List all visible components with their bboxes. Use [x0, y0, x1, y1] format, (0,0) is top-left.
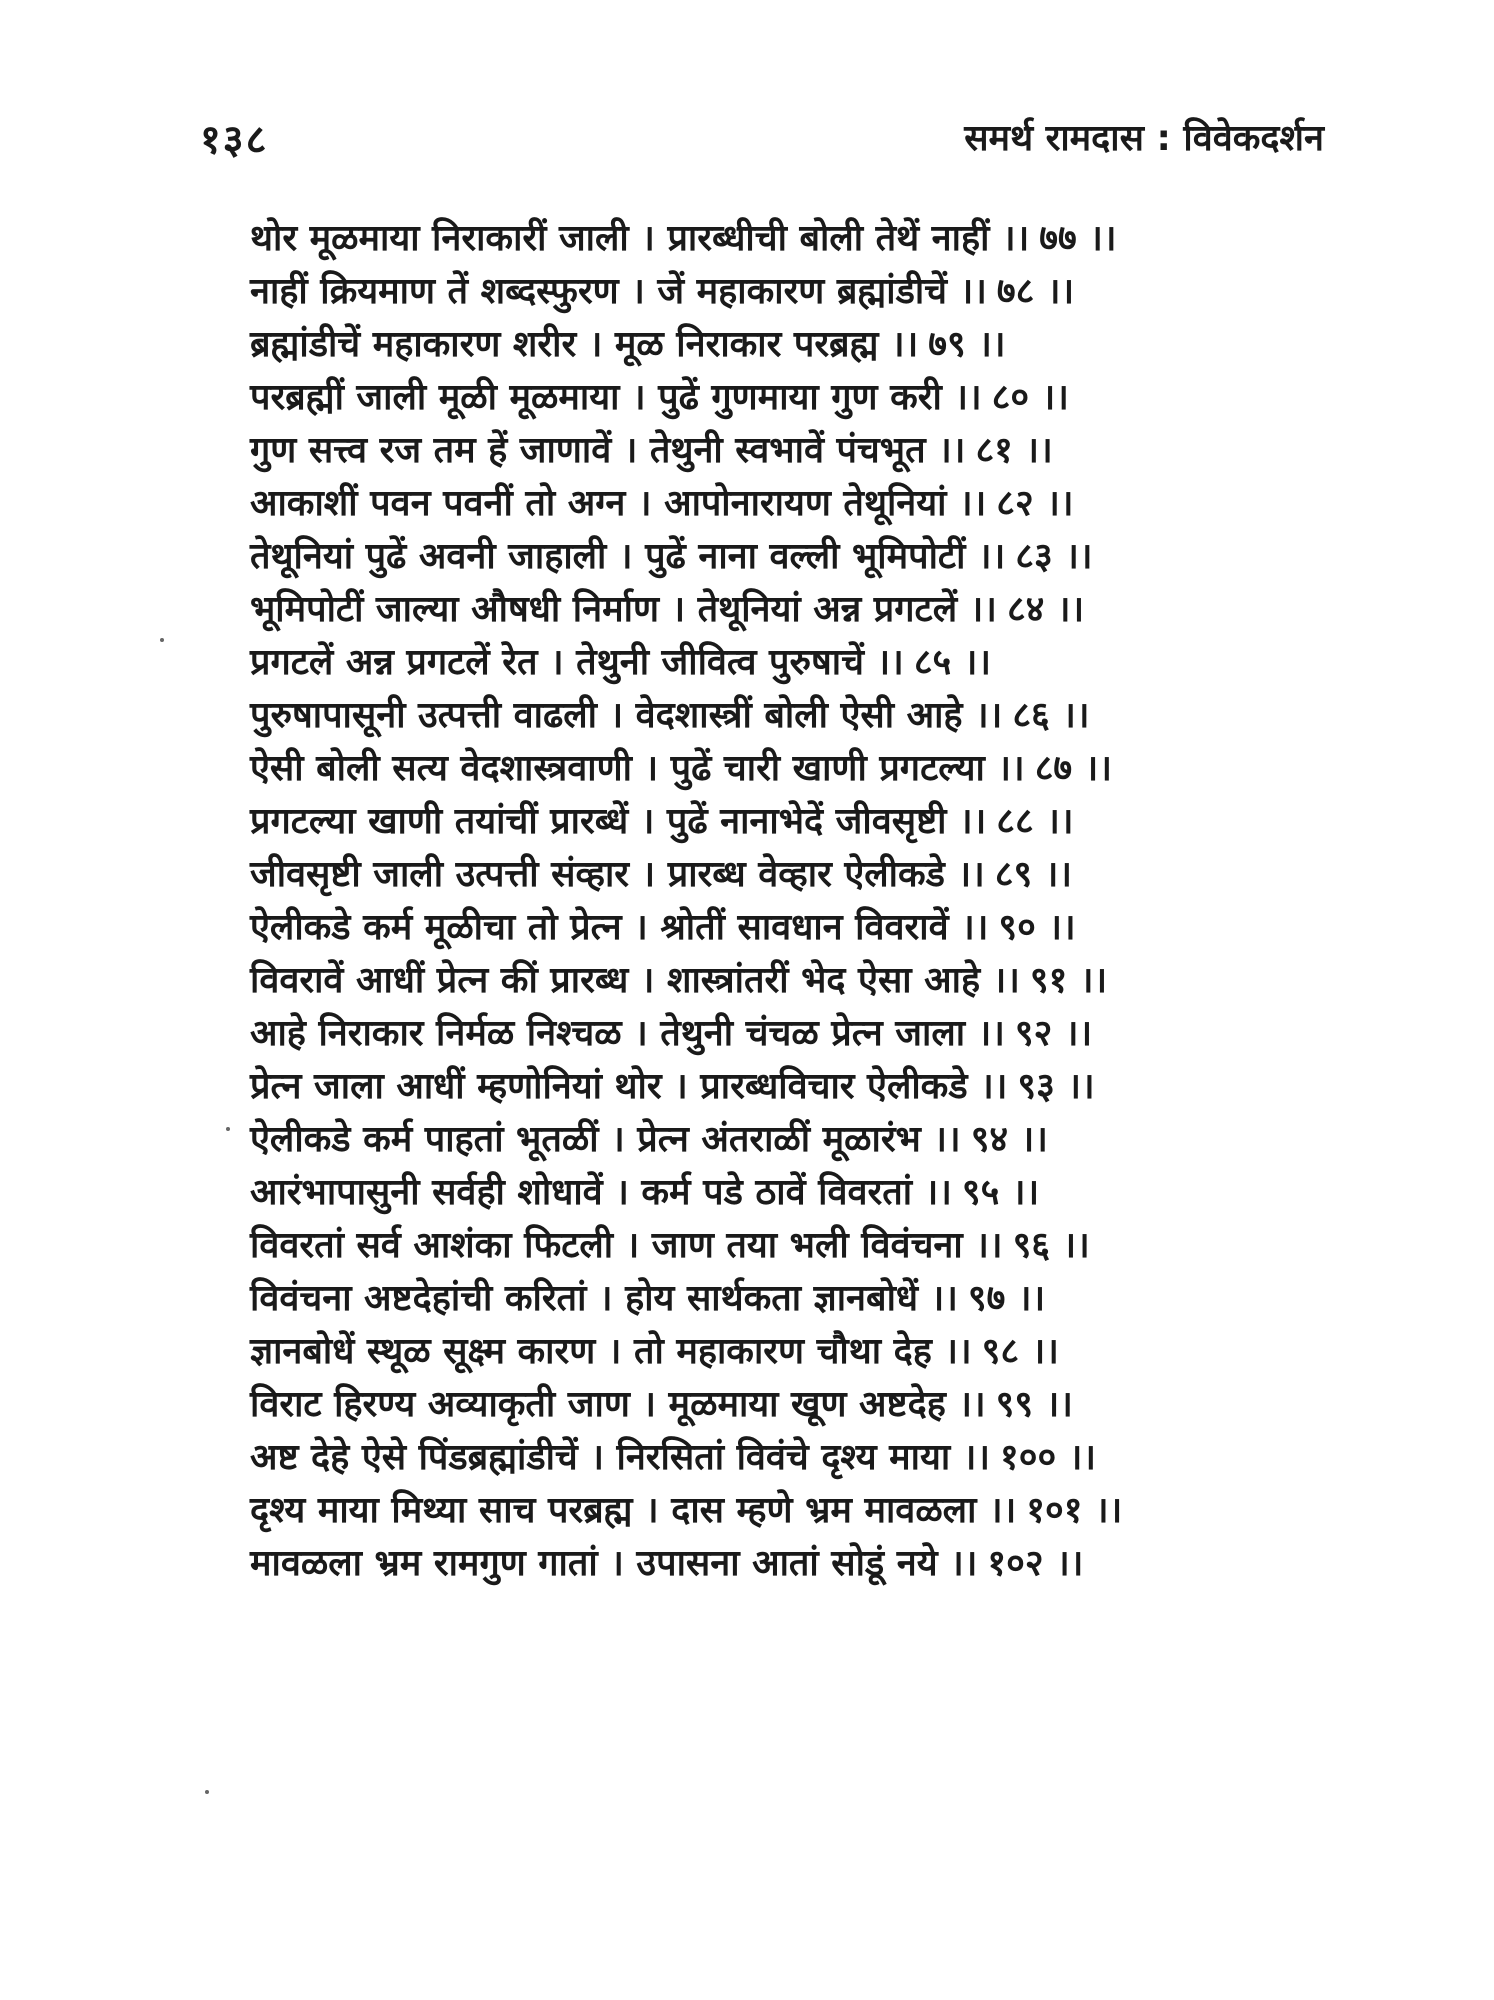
verse-text: जीवसृष्टी जाली उत्पत्ती संव्हार । प्रारब्ध वेव्हार ऐलीकडे ।। — [250, 854, 985, 895]
verse-line — [250, 318, 1360, 371]
verse-number: ७८ ।। — [996, 271, 1075, 312]
verse-number: ९६ ।। — [1012, 1225, 1090, 1266]
verse-line — [250, 1537, 1360, 1590]
verse-number: ९१ ।। — [1029, 960, 1108, 1001]
verse-number: ८६ ।। — [1012, 695, 1090, 736]
verse-text: ज्ञानबोधें स्थूळ सूक्ष्म कारण । तो महाकारण चौथा देह ।। — [250, 1331, 972, 1372]
verse-text: आरंभापासुनी सर्वही शोधावें । कर्म पडे ठावें विवरतां ।। — [250, 1172, 952, 1213]
verse-text: तेथूनियां पुढें अवनी जाहाली । पुढें नाना वल्ली भूमिपोटीं ।। — [250, 536, 1006, 577]
verse-number: ८५ ।। — [913, 642, 992, 683]
verse-line — [250, 1431, 1360, 1484]
verse-text: दृश्य माया मिथ्या साच परब्रह्म । दास म्हणे भ्रम मावळला ।। — [250, 1490, 1017, 1531]
verse-number: ७७ ।। — [1039, 218, 1117, 259]
verse-line — [250, 265, 1360, 318]
verse-number: ९८ ।। — [981, 1331, 1059, 1372]
verse-line — [250, 1060, 1360, 1113]
verse-line — [250, 901, 1360, 954]
verse-text: आकाशीं पवन पवनीं तो अग्न । आपोनारायण तेथूनियां ।। — [250, 483, 987, 524]
verse-number: ९४ ।। — [970, 1119, 1048, 1160]
verse-number: ८९ ।। — [994, 854, 1072, 895]
verse-text: प्रगटलें अन्न प्रगटलें रेत । तेथुनी जीवित्व पुरुषाचें ।। — [250, 642, 904, 683]
verse-line — [250, 742, 1360, 795]
verse-line — [250, 1484, 1360, 1537]
verse-number: ७९ ।। — [928, 324, 1006, 365]
verse-list — [250, 212, 1360, 1590]
verse-text: नाहीं क्रियमाण तें शब्दस्फुरण । जें महाकारण ब्रह्मांडीचें ।। — [250, 271, 987, 312]
running-title: समर्थ रामदास : विवेकदर्शन — [964, 118, 1324, 159]
verse-number: ८२ ।। — [996, 483, 1074, 524]
verse-text: ब्रह्मांडीचें महाकारण शरीर । मूळ निराकार परब्रह्म ।। — [250, 324, 919, 365]
verse-text: प्रेत्न जाला आधीं म्हणोनियां थोर । प्रारब्धविचार ऐलीकडे ।। — [250, 1066, 1008, 1107]
verse-line — [250, 1272, 1360, 1325]
verse-line — [250, 1166, 1360, 1219]
verse-text: प्रगटल्या खाणी तयांचीं प्रारब्धें । पुढें नानाभेदें जीवसृष्टी ।। — [250, 801, 987, 842]
verse-line — [250, 848, 1360, 901]
verse-text: परब्रह्मीं जाली मूळी मूळमाया । पुढें गुणमाया गुण करी ।। — [250, 377, 982, 418]
verse-number: ९९ ।। — [995, 1384, 1073, 1425]
page-number: १३८ — [200, 117, 269, 163]
verse-text: ऐसी बोली सत्य वेदशास्त्रवाणी । पुढें चारी खाणी प्रगटल्या ।। — [250, 748, 1025, 789]
verse-text: विवरतां सर्व आशंका फिटली । जाण तया भली विवंचना ।। — [250, 1225, 1003, 1266]
verse-number: ९३ ।। — [1017, 1066, 1095, 1107]
verse-text: आहे निराकार निर्मळ निश्चळ । तेथुनी चंचळ प्रेत्न जाला ।। — [250, 1013, 1005, 1054]
verse-number: ८३ ।। — [1015, 536, 1093, 577]
verse-number: ८० ।। — [991, 377, 1069, 418]
verse-text: ऐलीकडे कर्म मूळीचा तो प्रेत्न । श्रोतीं सावधान विवरावें ।। — [250, 907, 989, 948]
verse-line — [250, 1378, 1360, 1431]
verse-text: विवंचना अष्टदेहांची करितां । होय सार्थकता ज्ञानबोधें ।। — [250, 1278, 958, 1319]
verse-line — [250, 424, 1360, 477]
verse-line — [250, 795, 1360, 848]
verse-text: विराट हिरण्य अव्याकृती जाण । मूळमाया खूण अष्टदेह ।। — [250, 1384, 986, 1425]
verse-number: ९२ ।। — [1014, 1013, 1093, 1054]
scan-speck — [205, 1790, 209, 1794]
verse-line — [250, 1113, 1360, 1166]
verse-line — [250, 636, 1360, 689]
verse-number: ८४ ।। — [1006, 589, 1085, 630]
verse-text: भूमिपोटीं जाल्या औषधी निर्माण । तेथूनियां अन्न प्रगटलें ।। — [250, 589, 997, 630]
verse-number: १०१ ।। — [1026, 1490, 1123, 1531]
verse-text: मावळला भ्रम रामगुण गातां । उपासना आतां सोडूं नये ।। — [250, 1543, 978, 1584]
verse-text: पुरुषापासूनी उत्पत्ती वाढली । वेदशास्त्रीं बोली ऐसी आहे ।। — [250, 695, 1003, 736]
verse-line — [250, 1325, 1360, 1378]
verse-line — [250, 954, 1360, 1007]
verse-line — [250, 1219, 1360, 1272]
verse-number: १०० ।। — [1000, 1437, 1097, 1478]
verse-number: ८१ ।। — [975, 430, 1053, 471]
verse-number: ९० ।। — [998, 907, 1076, 948]
verse-number: ९५ ।। — [961, 1172, 1040, 1213]
verse-text: अष्ट देहे ऐसे पिंडब्रह्मांडीचें । निरसितां विवंचे दृश्य माया ।। — [250, 1437, 991, 1478]
verse-line — [250, 212, 1360, 265]
verse-line — [250, 371, 1360, 424]
verse-line — [250, 583, 1360, 636]
scan-speck — [160, 638, 164, 642]
verse-number: ८७ ।। — [1034, 748, 1112, 789]
verse-line — [250, 477, 1360, 530]
verse-line — [250, 689, 1360, 742]
verse-text: गुण सत्त्व रज तम हें जाणावें । तेथुनी स्वभावें पंचभूत ।। — [250, 430, 966, 471]
verse-text: थोर मूळमाया निराकारीं जाली । प्रारब्धीची बोली तेथें नाहीं ।। — [250, 218, 1030, 259]
verse-line — [250, 1007, 1360, 1060]
scan-speck — [226, 1127, 230, 1131]
verse-text: विवरावें आधीं प्रेत्न कीं प्रारब्ध । शास्त्रांतरीं भेद ऐसा आहे ।। — [250, 960, 1020, 1001]
verse-text: ऐलीकडे कर्म पाहतां भूतळीं । प्रेत्न अंतराळीं मूळारंभ ।। — [250, 1119, 961, 1160]
verse-number: ९७ ।। — [967, 1278, 1046, 1319]
verse-number: ८८ ।। — [996, 801, 1074, 842]
verse-line — [250, 530, 1360, 583]
verse-number: १०२ ।। — [987, 1543, 1084, 1584]
